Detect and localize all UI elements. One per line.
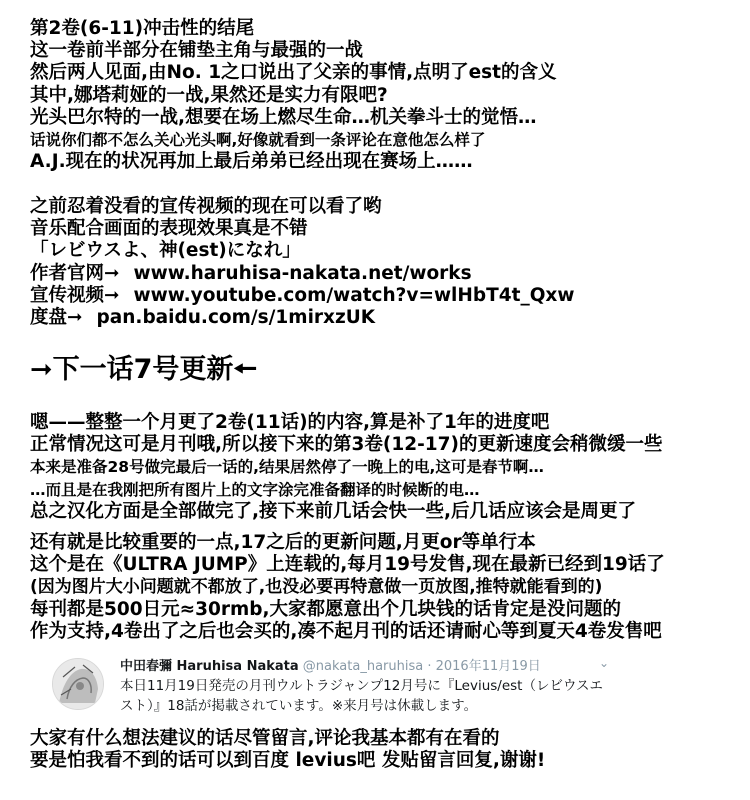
intro-line: 第2卷(6-11)冲击性的结尾 xyxy=(30,18,255,39)
promo-video-url[interactable]: www.youtube.com/watch?v=wlHbT4t_Qxw xyxy=(133,284,575,306)
video-line: 之前忍着没看的宣传视频的现在可以看了哟 xyxy=(30,196,382,217)
intro-line: 光头巴尔特的一战,想要在场上燃尽生命…机关拳斗士的觉悟… xyxy=(30,106,537,128)
update-note-line: 正常情况这可是月刊哦,所以接下来的第3卷(12-17)的更新速度会稍微缓一些 xyxy=(30,434,663,456)
tweet-header xyxy=(120,655,541,674)
video-line: 「レビウスよ、神(est)になれ」 xyxy=(30,240,301,262)
update-note-line: 本来是准备28号做完最后一话的,结果居然停了一晚上的电,这可是春节啊… xyxy=(30,458,544,477)
embedded-tweet[interactable] xyxy=(34,648,624,730)
update-note-line: …而且是在我刚把所有图片上的文字涂完准备翻译的时候断的电… xyxy=(30,480,480,499)
tweet-author-name[interactable]: 中田春彌 Haruhisa Nakata xyxy=(120,659,299,674)
tweet-author-handle[interactable]: @nakata_haruhisa xyxy=(302,659,424,674)
intro-line: 话说你们都不怎么关心光头啊,好像就看到一条评论在意他怎么样了 xyxy=(30,131,486,150)
avatar[interactable] xyxy=(52,658,104,710)
intro-paragraph xyxy=(30,18,730,173)
link-label: 宣传视频➞ xyxy=(30,284,120,306)
closing-paragraph xyxy=(30,728,730,772)
schedule-line: 每刊都是500日元≈30rmb,大家都愿意出个几块钱的话肯定是没问题的 xyxy=(30,598,622,620)
intro-line: 然后两人见面,由No. 1之口说出了父亲的事情,点明了est的含义 xyxy=(30,62,557,84)
schedule-line: 作为支持,4卷出了之后也会买的,凑不起月刊的话还请耐心等到夏天4卷发售吧 xyxy=(30,620,662,642)
tweet-text: 本日11月19日発売の月刊ウルトラジャンプ12月号に『Levius/est（レビウスエスト）』18話が掲載されています。※来月号は休載します。 xyxy=(120,678,604,714)
author-site-link-row[interactable] xyxy=(30,263,730,285)
baidu-pan-url[interactable]: pan.baidu.com/s/1mirxzUK xyxy=(96,307,376,329)
schedule-paragraph xyxy=(30,532,730,643)
avatar-illustration-icon xyxy=(53,659,103,709)
promo-video-link-row[interactable] xyxy=(30,285,730,307)
update-note-line: 总之汉化方面是全部做完了,接下来前几话会快一些,后几话应该会是周更了 xyxy=(30,500,637,522)
intro-line: 其中,娜塔莉娅的一战,果然还是实力有限吧? xyxy=(30,84,388,106)
closing-line: 大家有什么想法建议的话尽管留言,评论我基本都有在看的 xyxy=(30,728,500,749)
intro-line: A.J.现在的状况再加上最后弟弟已经出现在赛场上…… xyxy=(30,151,473,173)
video-line: 音乐配合画面的表现效果真是不错 xyxy=(30,218,308,240)
video-paragraph xyxy=(30,196,730,329)
intro-line: 这一卷前半部分在铺垫主角与最强的一战 xyxy=(30,40,364,62)
schedule-line: 还有就是比较重要的一点,17之后的更新问题,月更or等单行本 xyxy=(30,532,536,553)
link-label: 作者官网➞ xyxy=(30,262,120,284)
update-note-line: 嗯——整整一个月更了2卷(11话)的内容,算是补了1年的进度吧 xyxy=(30,412,550,433)
link-label: 度盘➞ xyxy=(30,307,83,329)
baidu-pan-link-row[interactable] xyxy=(30,307,730,329)
tweet-date[interactable]: · 2016年11月19日 xyxy=(427,659,541,674)
author-site-url[interactable]: www.haruhisa-nakata.net/works xyxy=(133,262,472,284)
chevron-down-icon[interactable]: ⌄ xyxy=(599,656,610,670)
update-notes-paragraph xyxy=(30,412,730,523)
schedule-line: 这个是在《ULTRA JUMP》上连载的,每月19号发售,现在最新已经到19话了 xyxy=(30,554,665,576)
closing-line: 要是怕我看不到的话可以到百度 levius吧 发贴留言回复,谢谢! xyxy=(30,750,546,772)
schedule-line: (因为图片大小问题就不都放了,也没必要再特意做一页放图,推特就能看到的) xyxy=(30,577,603,598)
next-update-heading: ➞下一话7号更新🠔 xyxy=(30,354,258,385)
